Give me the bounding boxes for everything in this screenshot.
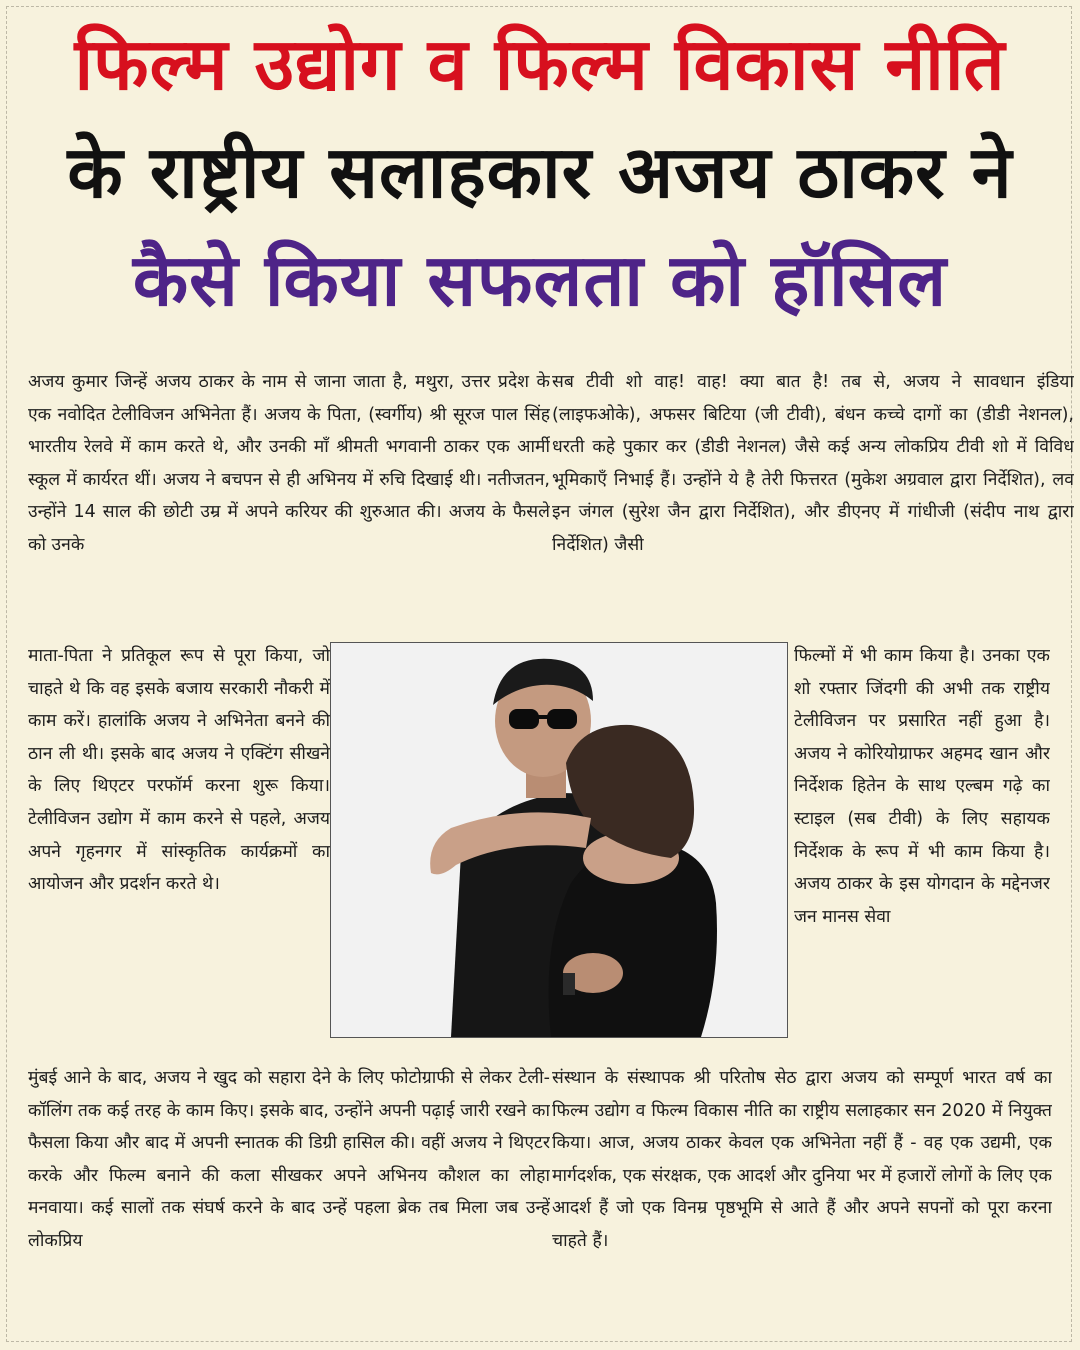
article-photo [330, 642, 788, 1038]
headline-line-2: के राष्ट्रीय सलाहकार अजय ठाकर ने [67, 130, 1013, 214]
paragraph: फिल्मों में भी काम किया है। उनका एक शो रफ्तार जिंदगी की अभी तक राष्ट्रीय टेलीविजन पर प्रसारित नहीं हुआ है। अजय ने कोरियोग्राफर अहमद खान और निर्देशक हितेन के साथ एल्बम गढ़े का स्टाइल (सब टीवी) के लिए सहायक निर्देशक के रूप में भी काम किया है। अजय ठाकर के इस योगदान के मद्देनजर जन मानस सेवा [794, 646, 1050, 927]
paragraph: माता-पिता ने प्रतिकूल रूप से पूरा किया, जो चाहते थे कि वह इसके बजाय सरकारी नौकरी में काम करें। हालांकि अजय ने अभिनेता बनने की ठान ली थी। इसके बाद अजय ने एक्टिंग सीखने के लिए थिएटर परफॉर्म करना शुरू किया। टेलीविजन उद्योग में काम करने से पहले, अजय अपने गृहनगर में सांस्कृतिक कार्यक्रमों का आयोजन और प्रदर्शन करते थे। [28, 646, 330, 895]
paragraph: सब टीवी शो वाह! वाह! क्या बात है! तब से, अजय ने सावधान इंडिया (लाइफओके), अफसर बिटिया (जी टीवी), बंधन कच्चे दागों का (डीडी नेशनल), धरती कहे पुकार कर (डीडी नेशनल) जैसे कई अन्य लोकप्रिय टीवी शो में विविध भूमिकाएँ निभाई हैं। उन्होंने ये है तेरी फित्तरत (मुकेश अग्रवाल द्वारा निर्देशित), लव इन जंगल (सुरेश जैन द्वारा निर्देशित), और डीएनए में गांधीजी (संदीप नाथ द्वारा निर्देशित) जैसी [552, 372, 1074, 555]
paragraph: संस्थान के संस्थापक श्री परितोष सेठ द्वारा अजय को सम्पूर्ण भारत वर्ष का फिल्म उद्योग व फिल्म विकास नीति का राष्ट्रीय सलाहकार सन 2020 में नियुक्त किया। आज, अजय ठाकर केवल एक अभिनेता नहीं हैं - वह एक उद्यमी, एक मार्गदर्शक, एक संरक्षक, एक आदर्श और दुनिया भर में हजारों लोगों के लिए एक आदर्श हैं जो एक विनम्र पृष्ठभूमि से आते हैं और अपने सपनों को पूरा करना चाहते हैं। [552, 1068, 1052, 1251]
paragraph: मुंबई आने के बाद, अजय ने खुद को सहारा देने के लिए फोटोग्राफी से लेकर टेली-कॉलिंग तक कई तरह के काम किए। इसके बाद, उन्होंने अपनी पढ़ाई जारी रखने का फैसला किया और बाद में अपनी स्नातक की डिग्री हासिल की। वहीं अजय ने थिएटर करके और फिल्म बनाने की कला सीखकर अपने अभिनय कौशल का लोहा मनवाया। कई सालों तक संघर्ष करने के बाद उन्हें पहला ब्रेक तब मिला जब उन्हें लोकप्रिय [28, 1068, 550, 1251]
couple-photo-illustration [331, 643, 787, 1037]
article-right-top [552, 366, 1074, 630]
paragraph: अजय कुमार जिन्हें अजय ठाकर के नाम से जाना जाता है, मथुरा, उत्तर प्रदेश के एक नवोदित टेलीविजन अभिनेता हैं। अजय के पिता, (स्वर्गीय) श्री सूरज पाल सिंह भारतीय रेलवे में काम करते थे, और उनकी माँ श्रीमती भगवानी ठाकर एक आर्मी स्कूल में कार्यरत थीं। अजय ने बचपन से ही अभिनय में रुचि दिखाई थी। नतीजतन, उन्होंने 14 साल की छोटी उम्र में अपने करियर की शुरुआत की। अजय के फैसले को उनके [28, 372, 550, 555]
article-left-narrow [28, 640, 330, 1038]
headline-line-1: फिल्म उद्योग व फिल्म विकास नीति [74, 22, 1006, 106]
article-left-top [28, 366, 550, 630]
article-right-bottom [552, 1062, 1052, 1326]
article-right-narrow [794, 640, 1050, 1038]
headline-line-3: कैसे किया सफलता को हॉसिल [132, 238, 948, 322]
article-left-bottom [28, 1062, 550, 1326]
